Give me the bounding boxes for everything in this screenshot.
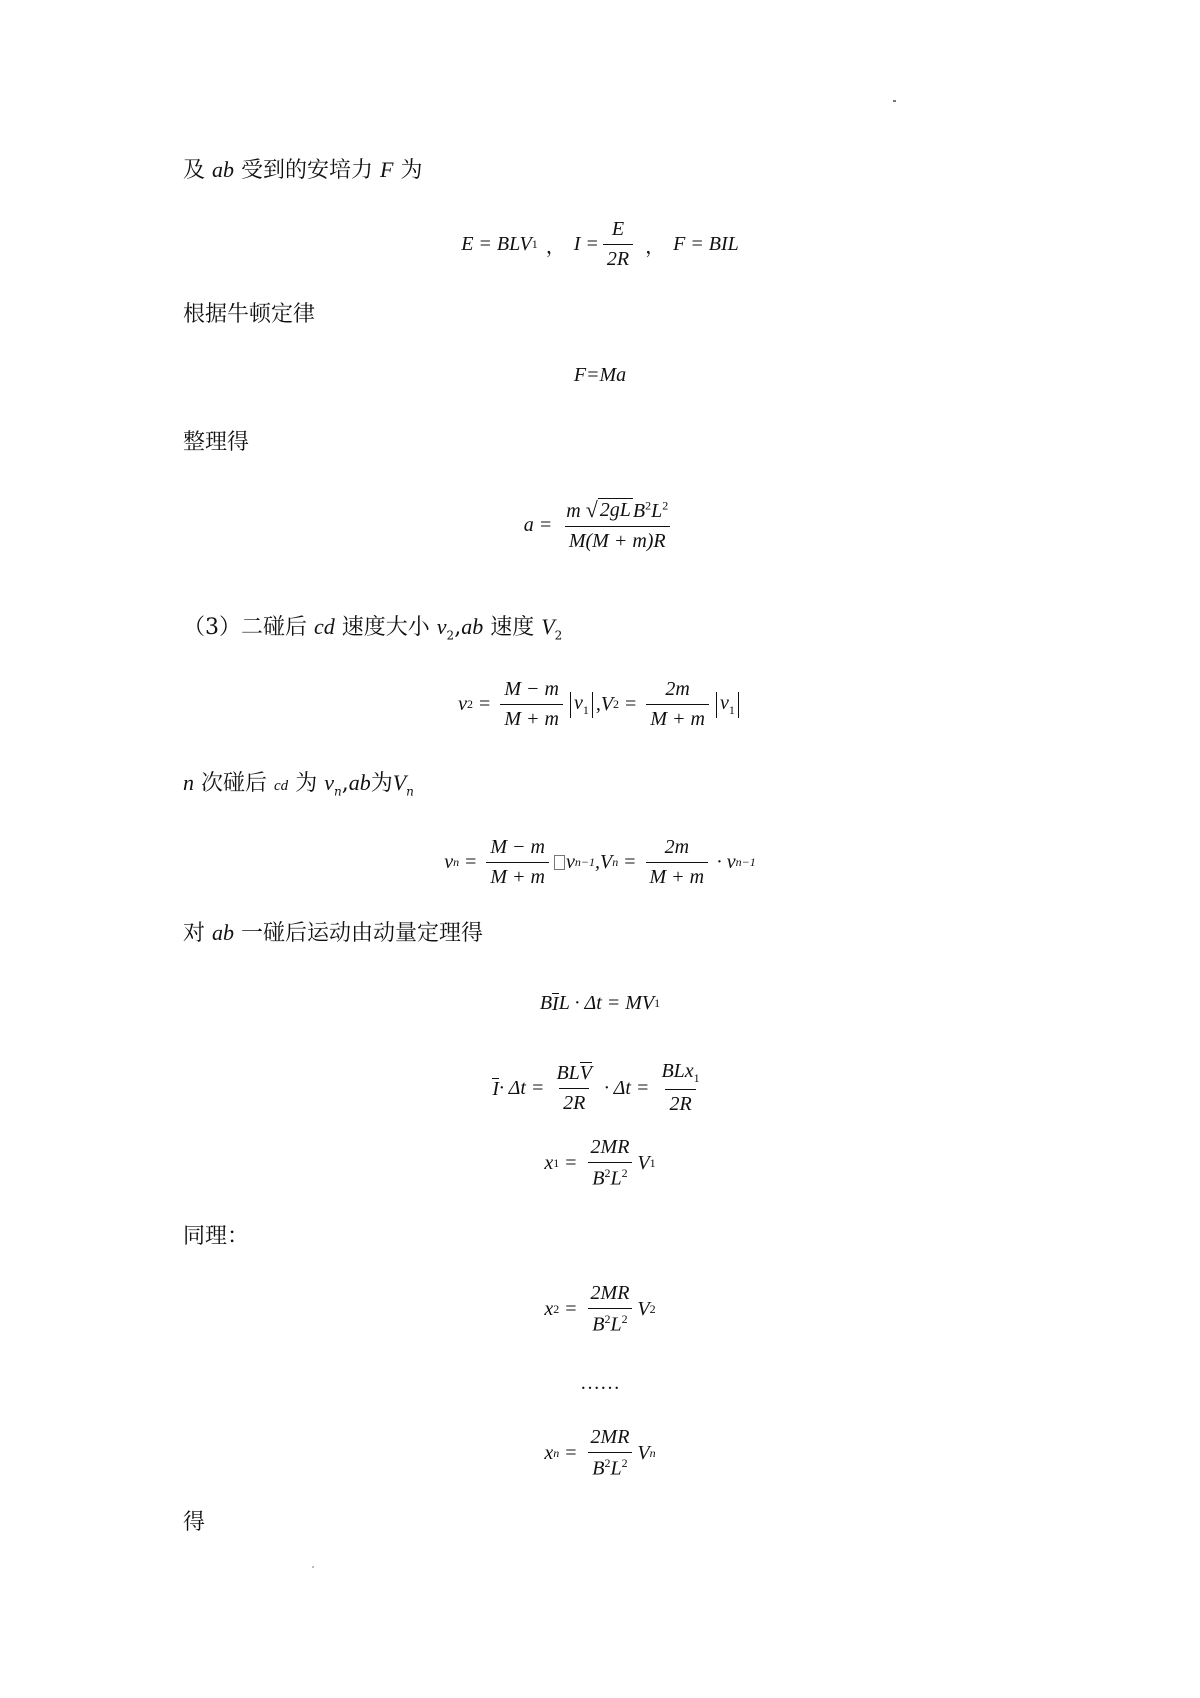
dot-operator: · <box>716 851 723 873</box>
subscript: 2 <box>554 628 563 643</box>
text-line-rearrange: 整理得 <box>183 430 250 455</box>
text-line-second-collision <box>183 612 562 650</box>
numerator <box>562 498 672 526</box>
superscript: 2 <box>604 1456 611 1470</box>
numerator: 2MR <box>590 1282 630 1304</box>
mean-current: I <box>552 993 559 1015</box>
equation-impulse <box>0 992 1200 1015</box>
text-line-similarly: 同理： <box>183 1224 250 1249</box>
text-line-ampere-force <box>183 155 423 186</box>
text: 为 <box>370 771 393 796</box>
numerator <box>657 1060 703 1089</box>
subscript: n <box>406 784 414 799</box>
var-n: n <box>183 770 194 795</box>
stray-mark <box>312 1566 314 1568</box>
equation-nth-collision <box>0 836 1200 889</box>
equation-emf-current-force <box>0 218 1200 271</box>
eq-part: m <box>566 500 581 522</box>
denominator <box>588 1452 631 1481</box>
eq-lhs: v <box>444 851 454 873</box>
text: 为 <box>295 771 318 796</box>
missing-glyph-box <box>554 855 565 870</box>
var-ab: ab <box>348 770 371 795</box>
denominator: M + m <box>646 862 709 889</box>
eq-part: I = <box>573 233 599 255</box>
eq-part: v <box>726 851 736 873</box>
denominator: M + m <box>486 862 549 889</box>
eq-part: B <box>592 1167 605 1190</box>
fraction <box>657 1060 703 1116</box>
equals: = <box>465 851 477 873</box>
text-line-newton: 根据牛顿定律 <box>183 302 316 327</box>
mean-velocity: V <box>579 1061 592 1084</box>
numerator <box>552 1062 596 1088</box>
eq-part: · Δt = <box>604 1076 650 1099</box>
subscript: n <box>649 1445 656 1460</box>
eq-part: BL <box>556 1061 580 1084</box>
equation-second-collision <box>0 678 1200 731</box>
equals: = <box>565 1441 577 1464</box>
subscript: 1 <box>553 1155 560 1170</box>
fraction <box>587 1136 634 1191</box>
fraction <box>646 678 709 731</box>
equals: = <box>479 693 491 715</box>
equals: = <box>624 851 636 873</box>
text: 受到的安培力 <box>241 158 374 183</box>
subscript: 1 <box>582 702 589 717</box>
subscript: n <box>453 855 460 869</box>
numerator: M − m <box>490 836 545 858</box>
equals: = <box>565 1297 577 1320</box>
eq-part: L <box>610 1457 622 1480</box>
denominator <box>588 1162 631 1191</box>
superscript: 2 <box>604 1312 611 1326</box>
eq-part: ,V <box>595 693 614 715</box>
eq-part: B <box>632 500 646 522</box>
eq-part: V <box>637 1151 650 1174</box>
var-v: v <box>324 770 334 795</box>
eq-part: L <box>651 500 663 522</box>
eq-part: · Δt = <box>499 1076 545 1099</box>
text-line-nth-collision <box>183 768 414 806</box>
numerator: 2m <box>665 678 690 700</box>
var-ab: ab <box>212 920 235 945</box>
equation-x2 <box>0 1282 1200 1337</box>
denominator: 2R <box>665 1089 695 1116</box>
absolute-value <box>570 692 593 718</box>
var-cd: cd <box>314 614 335 639</box>
subscript: 1 <box>654 996 661 1010</box>
subscript: 2 <box>553 1301 560 1316</box>
eq-lhs: x <box>544 1297 554 1320</box>
text-line-therefore: 得 <box>183 1510 206 1535</box>
eq-part: L · Δt = MV <box>558 992 655 1014</box>
eq-part: V <box>637 1297 650 1320</box>
eq-part: B <box>592 1457 605 1480</box>
fraction <box>486 836 549 889</box>
superscript: 2 <box>662 498 669 513</box>
denominator: M + m <box>646 704 709 731</box>
numerator: E <box>611 218 625 240</box>
superscript: 2 <box>604 1166 611 1180</box>
abs-var: v <box>573 691 583 714</box>
superscript: 2 <box>645 498 652 513</box>
text: 速度 <box>490 615 535 640</box>
eq-part: B <box>539 992 553 1014</box>
eq-lhs: a = <box>523 514 553 536</box>
fraction <box>587 1282 634 1337</box>
comma: , <box>454 615 462 640</box>
eq-lhs: x <box>544 1151 554 1174</box>
equation-charge <box>0 1060 1200 1116</box>
subscript: n−1 <box>735 855 756 869</box>
fraction <box>552 1062 596 1115</box>
numerator: 2m <box>664 836 690 858</box>
subscript: n <box>333 784 342 799</box>
text: 次碰后 <box>201 771 268 796</box>
eq-part: B <box>592 1313 605 1336</box>
superscript: 2 <box>621 1166 628 1180</box>
eq-part: L <box>610 1167 622 1190</box>
stray-mark <box>893 100 896 102</box>
text-line-momentum-theorem <box>183 918 483 949</box>
denominator: 2R <box>559 1088 589 1115</box>
equals: = <box>565 1151 577 1174</box>
radicand: 2gL <box>599 499 631 521</box>
eq-part: F = BIL <box>673 233 739 255</box>
text: 对 <box>183 921 206 946</box>
denominator: M + m <box>500 704 563 731</box>
subscript: 2 <box>446 628 455 643</box>
denominator: 2R <box>603 244 633 271</box>
eq-part: ,V <box>595 851 613 873</box>
numerator: 2MR <box>590 1136 630 1158</box>
subscript: 1 <box>693 1071 700 1085</box>
subscript: 2 <box>613 697 620 711</box>
radical-sign: √ <box>585 497 598 522</box>
numerator: M − m <box>504 678 559 700</box>
eq-part: L <box>610 1313 622 1336</box>
abs-var: v <box>719 691 729 714</box>
var-V: V <box>541 614 555 639</box>
subscript: 1 <box>728 702 735 717</box>
text: 速度大小 <box>341 615 430 640</box>
square-root <box>586 498 633 522</box>
eq-part: E = BLV <box>461 233 532 255</box>
fraction <box>562 498 672 553</box>
denominator: M(M + m)R <box>565 526 670 553</box>
eq-part: v <box>566 851 575 873</box>
subscript: 1 <box>649 1155 656 1170</box>
eq-part: BLx <box>661 1060 694 1082</box>
numerator: 2MR <box>590 1426 630 1448</box>
var-V: V <box>392 770 407 795</box>
text: 为 <box>400 158 423 183</box>
absolute-value <box>716 692 739 718</box>
var-cd: cd <box>274 778 289 794</box>
eq-lhs: x <box>544 1441 554 1464</box>
superscript: 2 <box>621 1312 628 1326</box>
separator: ， <box>545 236 566 258</box>
fraction <box>587 1426 634 1481</box>
eq-part: V <box>637 1441 650 1464</box>
equation-xn <box>0 1426 1200 1481</box>
denominator <box>588 1308 631 1337</box>
equation-x1 <box>0 1136 1200 1191</box>
var-ab: ab <box>461 614 484 639</box>
var-f: F <box>380 157 394 182</box>
text: 及 <box>183 158 206 183</box>
var-ab: ab <box>212 157 235 182</box>
superscript: 2 <box>621 1456 628 1470</box>
separator: ， <box>645 236 666 258</box>
fraction <box>500 678 563 731</box>
subscript: n <box>612 855 619 869</box>
equation-acceleration <box>0 498 1200 553</box>
subscript: n <box>553 1445 560 1460</box>
fraction <box>646 836 709 889</box>
text: 一碰后运动由动量定理得 <box>241 921 484 946</box>
ellipsis: …… <box>580 1372 620 1394</box>
eq-lhs: v <box>458 693 468 715</box>
subscript: n−1 <box>574 855 595 869</box>
subscript: 1 <box>531 237 538 251</box>
text: （3）二碰后 <box>183 615 307 640</box>
mean-current: I <box>492 1077 499 1100</box>
subscript: 2 <box>467 697 474 711</box>
subscript: 2 <box>649 1301 656 1316</box>
fraction <box>603 218 633 271</box>
equals: = <box>625 693 637 715</box>
equation-newton: F=Ma <box>573 364 627 386</box>
comma: , <box>341 771 349 796</box>
var-v: v <box>436 614 447 639</box>
